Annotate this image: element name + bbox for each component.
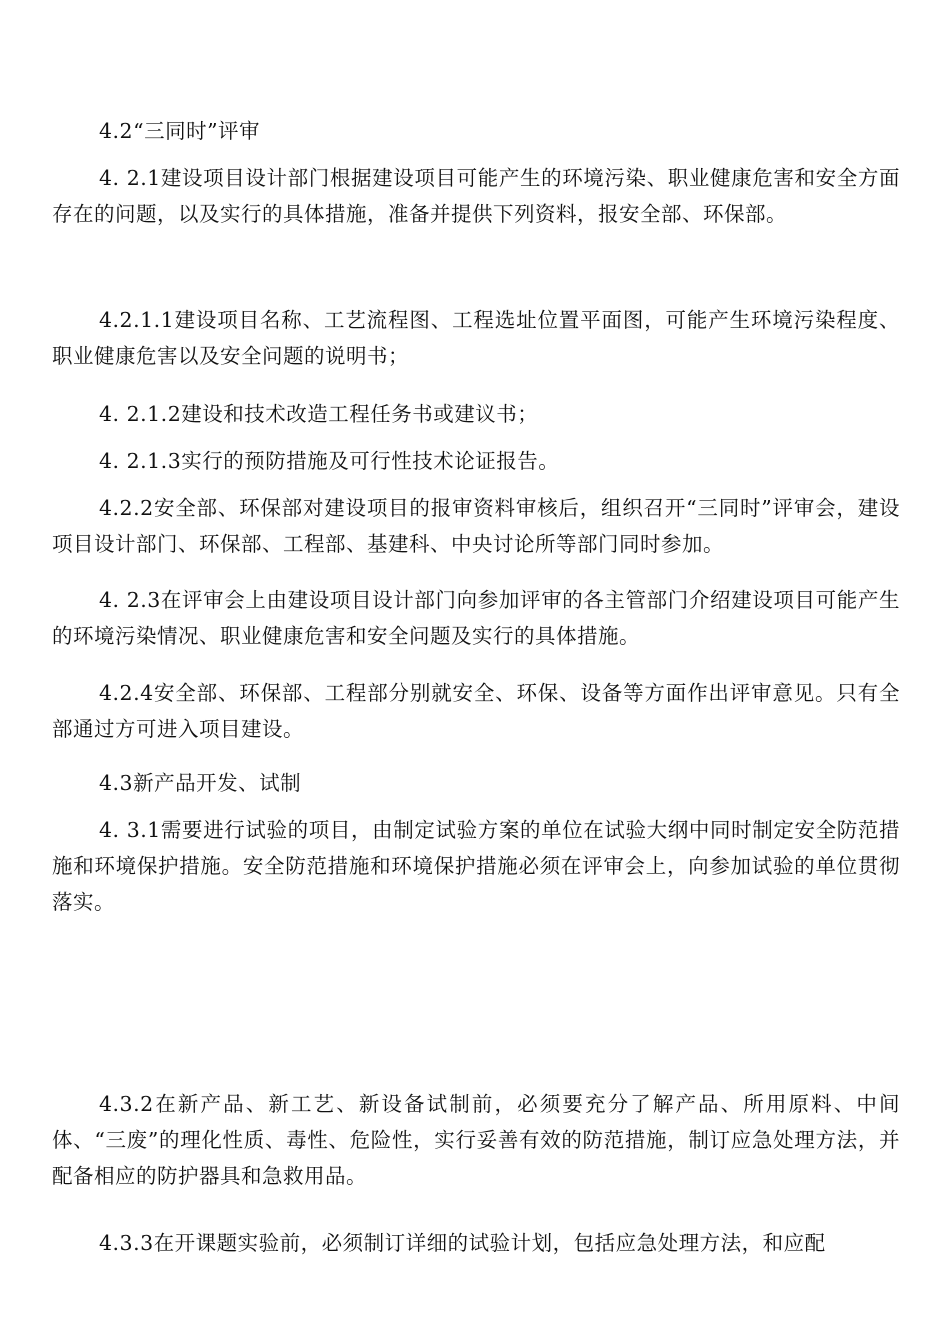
paragraph-4-2-1-1: 4.2.1.1建设项目名称、工艺流程图、工程选址位置平面图，可能产生环境污染程度、职业健康危害以及安全问题的说明书； <box>52 308 900 368</box>
paragraph-4-3-1: 4. 3.1需要进行试验的项目，由制定试验方案的单位在试验大纲中同时制定安全防范措施和环境保护措施。安全防范措施和环境保护措施必须在评审会上，向参加试验的单位贯彻落实。 <box>52 818 900 914</box>
section-heading-4-3: 4.3新产品开发、试制 <box>99 771 302 795</box>
paragraph-4-2-3: 4. 2.3在评审会上由建设项目设计部门向参加评审的各主管部门介绍建设项目可能产生的环境污染情况、职业健康危害和安全问题及实行的具体措施。 <box>52 588 900 648</box>
paragraph-4-3-2: 4.3.2在新产品、新工艺、新设备试制前，必须要充分了解产品、所用原料、中间体、“三废”的理化性质、毒性、危险性，实行妥善有效的防范措施，制订应急处理方法，并配备相应的防护器具和急救用品。 <box>52 1092 900 1188</box>
paragraph-4-2-2: 4.2.2安全部、环保部对建设项目的报审资料审核后，组织召开“三同时”评审会，建设项目设计部门、环保部、工程部、基建科、中央讨论所等部门同时参加。 <box>52 496 900 556</box>
paragraph-4-2-1-2: 4. 2.1.2建设和技术改造工程任务书或建议书； <box>99 402 539 426</box>
paragraph-4-3-3: 4.3.3在开课题实验前，必须制订详细的试验计划，包括应急处理方法，和应配 <box>99 1231 826 1255</box>
paragraph-4-2-4: 4.2.4安全部、环保部、工程部分别就安全、环保、设备等方面作出评审意见。只有全部通过方可进入项目建设。 <box>52 681 900 741</box>
paragraph-4-2-1: 4. 2.1建设项目设计部门根据建设项目可能产生的环境污染、职业健康危害和安全方面存在的问题，以及实行的具体措施，准备并提供下列资料，报安全部、环保部。 <box>52 166 900 226</box>
section-heading-4-2: 4.2“三同时”评审 <box>99 119 261 143</box>
paragraph-4-2-1-3: 4. 2.1.3实行的预防措施及可行性技术论证报告。 <box>99 449 560 473</box>
